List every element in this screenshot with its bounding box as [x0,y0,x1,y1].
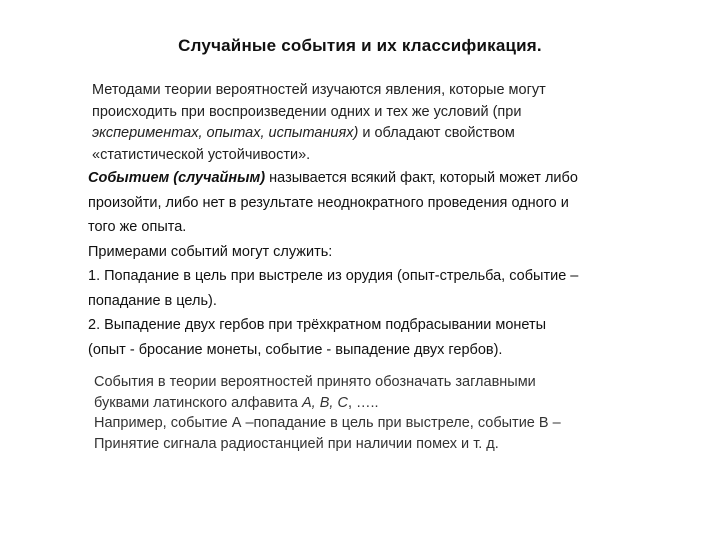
examples-heading: Примерами событий могут служить: [88,243,333,260]
intro-italic-examples: экспериментах, опытах, испытаниях) [92,125,359,141]
intro-line-3 [92,123,652,145]
notation-line-3: Например, событие А –попадание в цель при выстреле, событие В – [94,415,561,431]
intro-line-4: «статистической устойчивости». [92,146,311,163]
definition-line-1 [88,166,668,191]
definition-and-examples [88,166,668,362]
notation-line-1: События в теории вероятностей принято обозначать заглавными [94,374,536,390]
example-1-line-1: 1. Попадание в цель при выстреле из орудия (опыт-стрельба, событие – [88,268,579,284]
intro-line-3-rest: и обладают свойством [358,125,515,141]
slide-title: Случайные события и их классификация. [178,36,542,55]
notation-line-2-suffix: , ….. [347,394,379,411]
example-2-line-2: (опыт - бросание монеты, событие - выпадение двух гербов). [88,341,503,358]
definition-line-3: того же опыта. [88,219,187,235]
notation-paragraph [94,372,654,454]
definition-term: Событием (случайным) [88,170,266,186]
notation-line-4: Принятие сигнала радиостанцией при наличии помех и т. д. [94,435,499,452]
intro-line-2: происходить при воспроизведении одних и тех же условий (при [92,103,522,120]
notation-line-2 [94,393,654,414]
intro-paragraph [92,80,652,166]
definition-line-2: произойти, либо нет в результате неоднократного проведения одного и [88,194,569,211]
intro-line-1: Методами теории вероятностей изучаются явления, которые могут [92,82,546,98]
example-2-line-1: 2. Выпадение двух гербов при трёхкратном подбрасывании монеты [88,317,547,333]
example-1-line-2: попадание в цель). [88,292,217,309]
notation-letters: A, B, C [302,394,348,411]
notation-line-2-prefix: буквами латинского алфавита [94,394,303,411]
definition-line-1-rest: называется всякий факт, который может либо [265,170,578,186]
